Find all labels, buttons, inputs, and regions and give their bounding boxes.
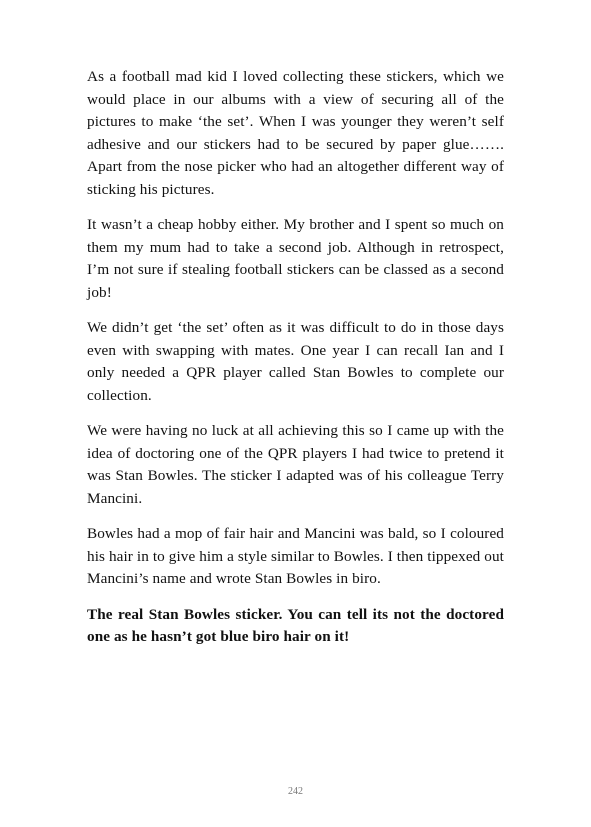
paragraph-the-set: We didn’t get ‘the set’ often as it was difficult to do in those days even with swapping with mates. One year I can recall Ian and I only needed a QPR player called Stan Bowles to complete our collection. — [87, 319, 504, 404]
page-number: 242 — [288, 786, 303, 797]
paragraph-collecting-stickers: As a football mad kid I loved collecting these stickers, which we would place in our albums with a view of securing all of the pictures to make ‘the set’. When I was younger they weren’t self adhesive and our stickers had to be secured by paper glue……. Apart from the nose picker who had an altogether different way of sticking his pictures. — [87, 68, 504, 198]
photo-caption: The real Stan Bowles sticker. You can tell its not the doctored one as he hasn’t got blue biro hair on it! — [87, 605, 504, 645]
page-body — [87, 66, 504, 662]
paragraph-expensive-hobby: It wasn’t a cheap hobby either. My brother and I spent so much on them my mum had to take a second job. Although in retrospect, I’m not sure if stealing football stickers can be classed as a second job! — [87, 216, 504, 301]
paragraph-doctoring-idea: We were having no luck at all achieving this so I came up with the idea of doctoring one of the QPR players I had twice to pretend it was Stan Bowles. The sticker I adapted was of his colleague Terry Mancini. — [87, 422, 504, 507]
paragraph-bowles-mancini: Bowles had a mop of fair hair and Mancini was bald, so I coloured his hair in to give him a style similar to Bowles. I then tippexed out Mancini’s name and wrote Stan Bowles in biro. — [87, 525, 504, 587]
